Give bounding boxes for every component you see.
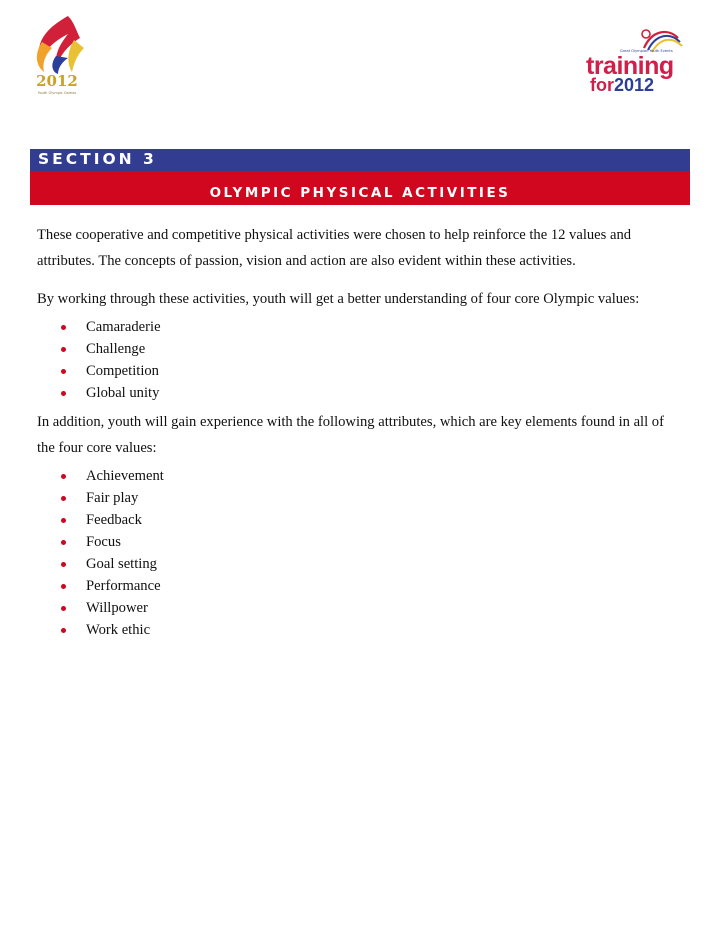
values-intro-paragraph: By working through these activities, youth will get a better understanding of four core Olympic values: — [37, 291, 640, 307]
list-item-text: Performance — [86, 578, 161, 594]
bullet-icon — [61, 518, 66, 523]
list-item — [37, 382, 682, 404]
attributes-list — [37, 465, 682, 641]
title-bar — [30, 171, 690, 205]
bullet-icon — [61, 474, 66, 479]
section-label: SECTION 3 — [38, 150, 157, 168]
list-item-text: Work ethic — [86, 622, 151, 638]
list-item — [37, 465, 682, 487]
bullet-icon — [61, 347, 66, 352]
list-item-text: Willpower — [86, 600, 148, 616]
core-values-list — [37, 316, 682, 404]
list-item — [37, 575, 682, 597]
bullet-icon — [61, 391, 66, 396]
bullet-icon — [61, 325, 66, 330]
attributes-intro-paragraph: In addition, youth will gain experience with the following attributes, which are key elements found in all of the four core values: — [37, 414, 664, 456]
list-item — [37, 597, 682, 619]
section-bar — [30, 149, 690, 171]
bullet-icon — [61, 584, 66, 589]
bullet-icon — [61, 628, 66, 633]
intro-paragraph: These cooperative and competitive physical activities were chosen to help reinforce the 12 values and attributes. The concepts of passion, vision and action are also evident within these activities. — [37, 227, 632, 269]
list-item — [37, 553, 682, 575]
list-item — [37, 619, 682, 641]
list-item-text: Feedback — [86, 512, 142, 528]
bullet-icon — [61, 369, 66, 374]
list-item-text: Global unity — [86, 385, 160, 401]
list-item-text: Achievement — [86, 468, 164, 484]
list-item-text: Focus — [86, 534, 121, 550]
bullet-icon — [61, 496, 66, 501]
training-for-2012-logo — [582, 24, 686, 96]
bullet-icon — [61, 540, 66, 545]
list-item — [37, 360, 682, 382]
list-item — [37, 316, 682, 338]
list-item — [37, 487, 682, 509]
bullet-icon — [61, 606, 66, 611]
logo-year-2012: 2012 — [614, 75, 655, 95]
logo-caption: Youth Olympic Games — [37, 91, 77, 95]
list-item-text: Challenge — [86, 341, 146, 357]
list-item — [37, 338, 682, 360]
list-item-text: Goal setting — [86, 556, 157, 572]
bullet-icon — [61, 562, 66, 567]
list-item — [37, 531, 682, 553]
logo-year: 2012 — [36, 72, 78, 90]
list-item-text: Camaraderie — [86, 319, 161, 335]
logo-word-training: training — [586, 52, 674, 80]
logo-tagline: Great Olympian Youth Events — [620, 49, 673, 53]
section-title: OLYMPIC PHYSICAL ACTIVITIES — [209, 185, 511, 201]
list-item-text: Fair play — [86, 490, 139, 506]
logo-for: for — [590, 75, 614, 95]
document-body — [37, 222, 682, 641]
olympic-2012-logo — [28, 12, 86, 96]
olympic-flame-icon — [28, 12, 86, 96]
list-item — [37, 509, 682, 531]
logo-word-for — [590, 76, 654, 94]
list-item-text: Competition — [86, 363, 159, 379]
